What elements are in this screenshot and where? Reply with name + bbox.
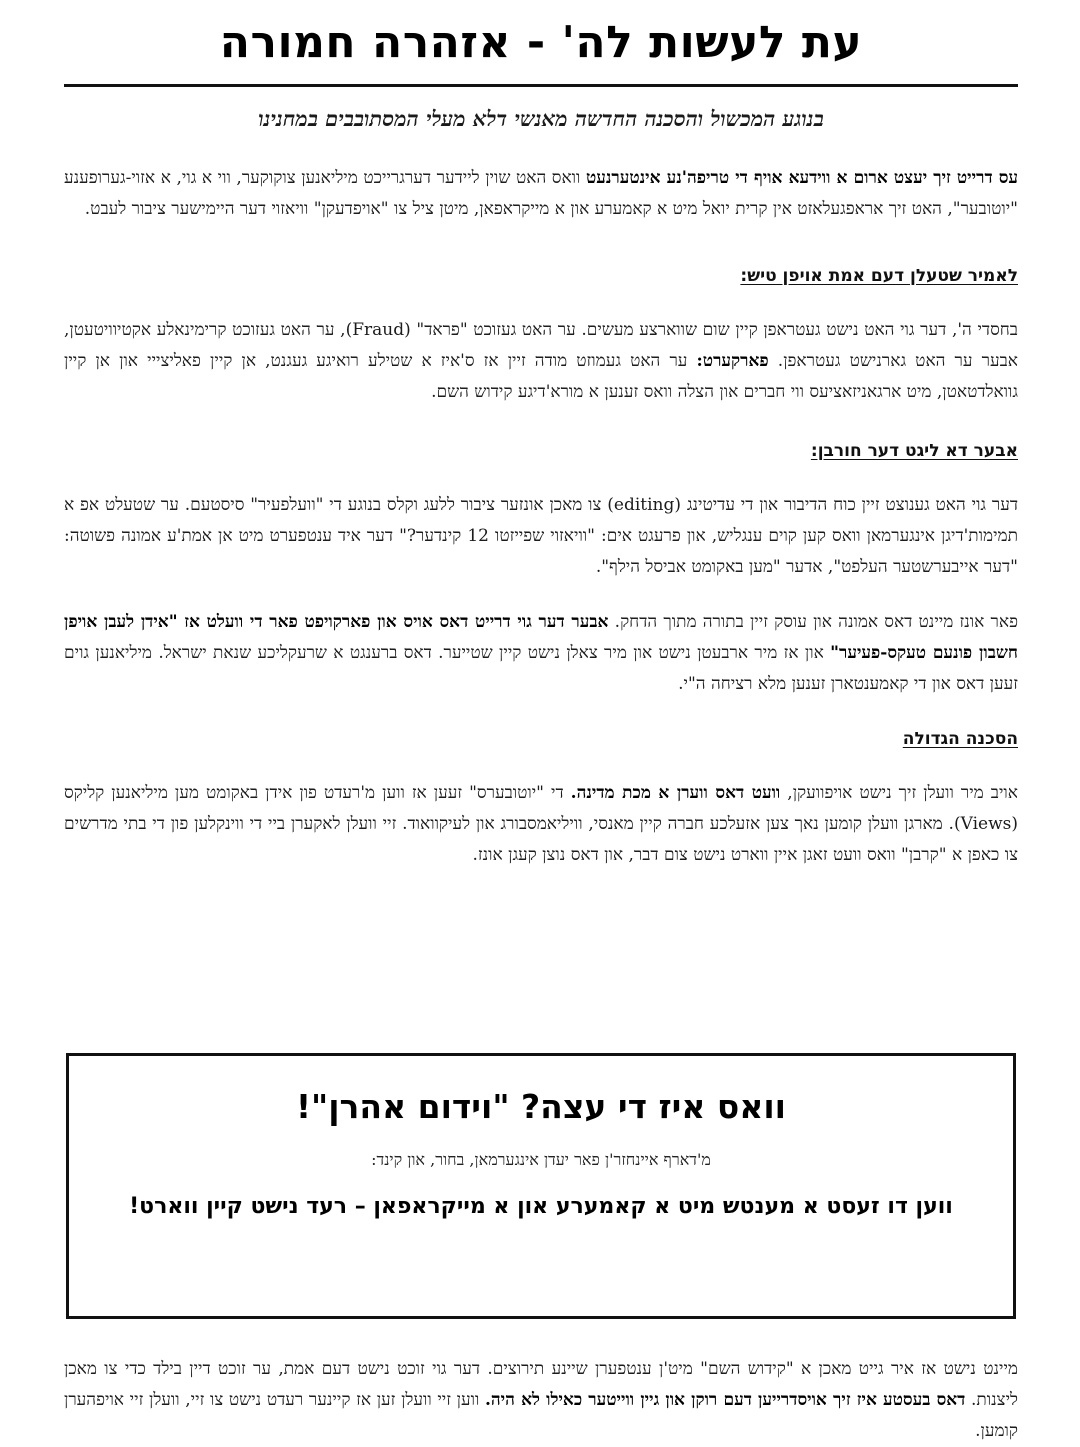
section-danger-paragraph xyxy=(64,778,1018,871)
closing-text-2: ווען זיי וועלן זען אז קיינער רעדט נישט צו זיי, וועלן זיי אויפהערן קומען. xyxy=(64,1390,1018,1441)
section-heading-destruction: אבער דא ליגט דער חורבן: xyxy=(810,441,1018,461)
closing-text-1: מיינט נישט אז איר גייט מאכן א "קידוש השם" מיט'ן ענטפערן שיינע תירוצים. דער גוי זוכט נישט דעם אמת, ער זוכט דיין בילד כדי צו מאכן ליצנות. xyxy=(64,1359,1018,1410)
intro-bold: עס דרייט זיך יעצט ארום א ווידעא אויף די טריפה'נע אינטערנעט xyxy=(585,168,1019,188)
closing-paragraph xyxy=(64,1354,1018,1447)
section-destruction-text-1: פאר אונז מיינט דאס אמונה און עוסק זיין בתורה מתוך הדחק. xyxy=(608,612,1018,632)
section-truth-paragraph xyxy=(64,315,1018,408)
page-title: עת לעשות לה' - אזהרה חמורה xyxy=(219,17,863,68)
title-divider xyxy=(64,84,1018,87)
page-subtitle: בנוגע המכשול והסכנה החדשה מאנשי דלא מעלי המסתובבים במחנינו xyxy=(258,106,824,131)
advice-callout-box xyxy=(66,1053,1016,1319)
section-truth-text-1: בחסדי ה', דער גוי האט נישט געטראפן קיין שום שווארצע מעשים. ער האט געזוכט "פראד" (Fraud), ער האט געזוכט קרימינאלע אקטיוויטעטן, אבער ער האט גארנישט געטראפן. xyxy=(64,320,1019,371)
section-destruction-paragraph-1: דער גוי האט גענוצט זיין כוח הדיבור און די עדיטינג (editing) צו מאכן אונזער ציבור ללעג וקלס בנוגע די "וועלפעיר" סיסטעם. ער שטעלט אפ א תמימות'דיגן אינגערמאן וואס קען קוים ענגליש, און פרעגט אים: "וויאזוי שפייזטו 12 קינדער?" דער איד ענטפערט מיט אן אמת'ע אמונה פשוטה: "דער אייבערשטער העלפט", אדער "מען באקומט אביסל הילף". xyxy=(64,495,1019,577)
section-heading-truth: לאמיר שטעלן דעם אמת אויפן טיש: xyxy=(740,266,1018,286)
callout-title: וואס איז די עצה? "וידום אהרן"! xyxy=(295,1087,787,1126)
section-danger-text-2: די "יוטובערס" זעען אז ווען מ'רעדט פון אידן באקומט מען מיליאנען קליקס (Views). מארגן וועלן קומען נאך צען אזעלכע חברה קיין מאנסי, וויליאמסבורג און לעיקוואוד. זיי וועלן לאקערן ביי די ווינקלען פון די בתי מדרשים צו כאפן א "קרבן" וואס וועט זאגן איין ווארט נישט צום דבר, און דאס נוצן קעגן אונז. xyxy=(64,783,1018,865)
section-destruction-text-2: און אז מיר ארבעטן נישט און מיר צאלן נישט קיין שטייער. דאס ברענגט א שרעקליכע שנאת ישראל. מיליאנען גוים זעען דאס און די קאמענטארן זענען מלא רציחה ה"י. xyxy=(64,643,1018,694)
intro-text: וואס האט שוין ליידער דערגרייכט מיליאנען צוקוקער, ווי א גוי, א אזוי-גערופענע "יוטובער", האט זיך אראפגעלאזט אין קרית יואל מיט א קאמערע און א מייקראפאן, מיטן ציל צו "אויפדעקן" וויאזוי דער היימישער ציבור לעבט. xyxy=(64,168,1018,219)
section-truth-text-2: ער האט געמוזט מודה זיין אז ס'איז א שטילע רואיגע געגנט, אן קיין פאליצייי און אן קיין גוואלדטאטן, מיט ארגאניזאציעס ווי חברים און הצלה וואס זענען א מורא'דיגע קידוש השם. xyxy=(64,351,1018,402)
intro-paragraph xyxy=(64,163,1018,225)
section-destruction-paragraph-2 xyxy=(64,607,1018,700)
section-truth-bold: פארקערט: xyxy=(696,351,769,371)
section-destruction-bold: אבער דער גוי דרייט דאס אויס און פארקויפט פאר די וועלט אז "אידן לעבן אויפן חשבון פונעם טעקס-פעיער" xyxy=(64,612,1018,663)
callout-main-instruction: ווען דו זעסט א מענטש מיט א קאמערע און א מייקראפאן – רעד נישט קיין ווארט! xyxy=(129,1194,953,1219)
flyer-page xyxy=(64,0,1018,1440)
section-danger-text-1: אויב מיר וועלן זיך נישט אויפוועקן, xyxy=(780,783,1018,803)
section-danger-bold: וועט דאס ווערן א מכת מדינה. xyxy=(570,783,781,803)
closing-bold: דאס בעסטע איז זיך אויסדרייען דעם רוקן און גיין ווייטער כאילו לא היה. xyxy=(484,1390,966,1410)
callout-subtitle: מ'דארף איינחזר'ן פאר יעדן אינגערמאן, בחור, און קינד: xyxy=(371,1150,711,1169)
section-heading-great-danger: הסכנה הגדולה xyxy=(902,729,1018,749)
